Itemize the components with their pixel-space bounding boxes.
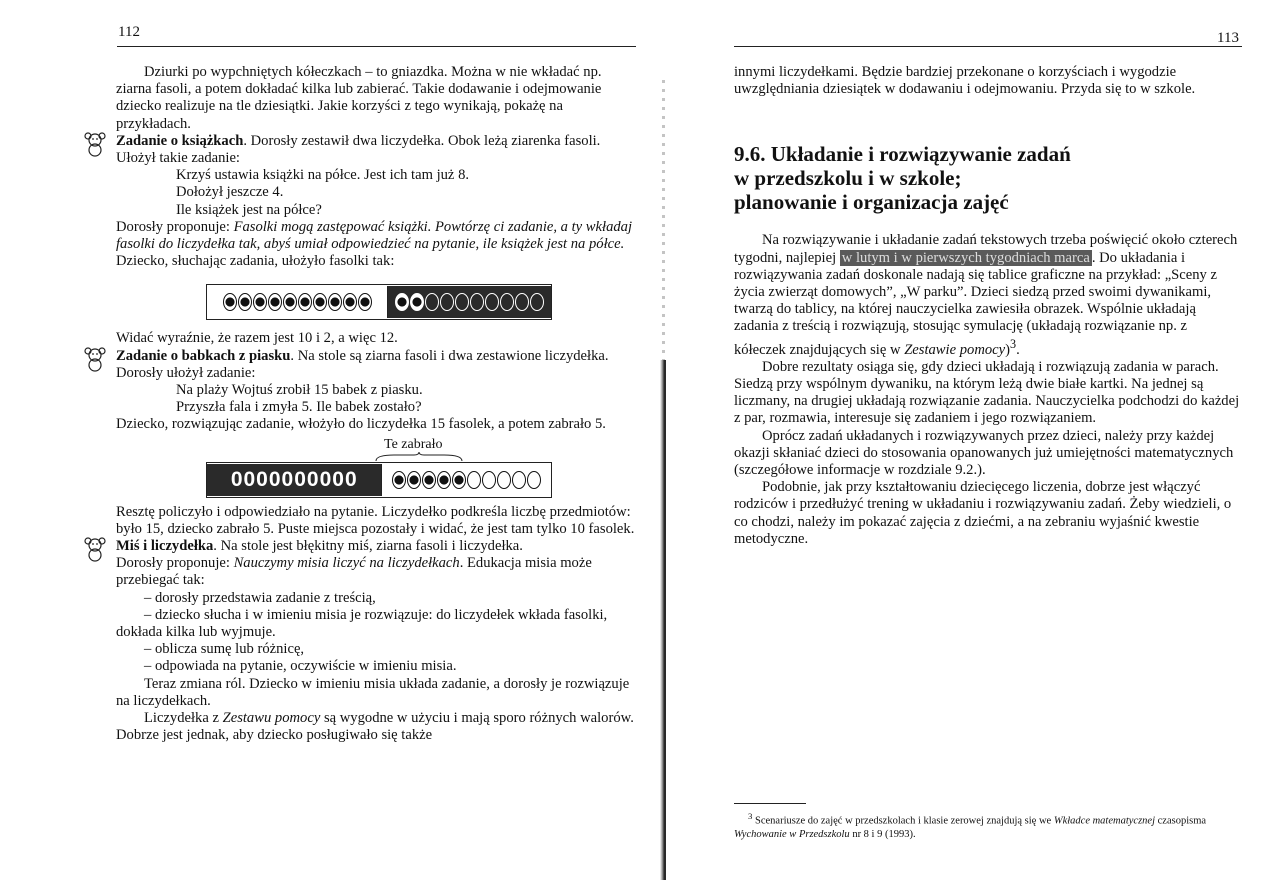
- bead: [470, 293, 484, 311]
- bead: [253, 293, 267, 311]
- bead: [343, 293, 357, 311]
- story-line: Ile książek jest na półce?: [176, 201, 322, 218]
- abacus-1: [206, 284, 552, 320]
- bead: [440, 293, 454, 311]
- list-item: – oblicza sumę lub różnicę,: [144, 641, 305, 658]
- bead: [485, 293, 499, 311]
- paragraph: Dorosły proponuje: Fasolki mogą zastępować książki. Powtórzę ci zadanie, a ty wkładaj fasolki do liczydełka tak, abyś umiał odpowiedzieć na pytanie, ile książek jest na półce. Dziecko, słuchając zadania, ułożyło fasolki tak:: [116, 218, 633, 270]
- paragraph: Teraz zmiana ról. Dziecko w imieniu misia układa zadanie, a dorosły je rozwiązuje na liczydełkach.: [116, 675, 630, 709]
- paragraph: Podobnie, jak przy kształtowaniu dziecięcego liczenia, dobrze jest włączyć rodziców i przedłużyć trening w układaniu i rozwiązywaniu zadań. Żeby wiedzieli, o co chodzi, należy im pokazać zajęcia z dziećmi, a na zebraniu wyjaśnić kwestie metodyczne.: [734, 479, 1232, 547]
- abacus-second-ten: [388, 286, 551, 318]
- bead: [467, 471, 481, 489]
- bead: [530, 293, 544, 311]
- abacus-filled-ten: [207, 286, 388, 318]
- teddy-bear-icon: [82, 131, 108, 157]
- bead: [425, 293, 439, 311]
- teddy-bear-icon: [82, 346, 108, 372]
- heading-line: 9.6. Układanie i rozwiązywanie zadań: [734, 142, 1071, 167]
- task-title: Miś i liczydełka: [116, 538, 214, 555]
- header-rule-right: [734, 46, 1242, 47]
- paragraph: Widać wyraźnie, że razem jest 10 i 2, a więc 12.: [116, 330, 398, 347]
- bead: [358, 293, 372, 311]
- list-item: – odpowiada na pytanie, oczywiście w imieniu misia.: [144, 658, 457, 675]
- story-line: Na plaży Wojtuś zrobił 15 babek z piasku.: [176, 382, 423, 399]
- task-sand: Zadanie o babkach z piasku. Na stole są ziarna fasoli i dwa zestawione liczydełka. Dorosły ułożył zadanie:: [116, 348, 636, 382]
- bead: [268, 293, 282, 311]
- list-item: – dorosły przedstawia zadanie z treścią,: [144, 589, 376, 606]
- heading-line: planowanie i organizacja zajęć: [734, 190, 1009, 215]
- list-item: – dziecko słucha i w imieniu misia je rozwiązuje: do liczydełek wkłada fasolki, dokłada kilka lub wyjmuje.: [116, 606, 608, 641]
- bead: [452, 471, 466, 489]
- abacus-caption: Te zabrało: [384, 436, 443, 452]
- footnote-rule: [734, 803, 806, 804]
- heading-line: w przedszkolu i w szkole;: [734, 166, 962, 191]
- bead: [392, 471, 406, 489]
- bead: [455, 293, 469, 311]
- bead: [313, 293, 327, 311]
- paragraph: Dziecko, rozwiązując zadanie, włożyło do liczydełka 15 fasolek, a potem zabrało 5.: [116, 416, 606, 433]
- bead: [238, 293, 252, 311]
- header-rule-left: [117, 46, 636, 47]
- paragraph: innymi liczydełkami. Będzie bardziej przekonane o korzyściach i wygodzie uwzględniania dziesiątek w dodawaniu i odejmowaniu. Przyda się to w szkole.: [734, 64, 1196, 98]
- abacus-figure-1: [116, 282, 636, 324]
- paragraph: Dziurki po wypchniętych kółeczkach – to gniazdka. Można w nie wkładać np. ziarna fasoli, a potem dokładać kilka lub zabierać. Takie dodawanie i odejmowanie dziecko realizuje na tle dziesiątki. Jakie korzyści z tego wynikają, pokażę na przykładach.: [116, 64, 602, 132]
- paragraph: Dorosły proponuje: Nauczymy misia liczyć na liczydełkach. Edukacja misia może przebiegać tak:: [116, 555, 592, 589]
- abacus-2: [206, 462, 552, 498]
- left-body: [116, 64, 636, 745]
- task-books: Zadanie o książkach. Dorosły zestawił dwa liczydełka. Obok leżą ziarenka fasoli. Ułożył takie zadanie:: [116, 133, 636, 167]
- bead: [223, 293, 237, 311]
- abacus-light-section: [381, 464, 551, 496]
- footnote-ref: 3: [1010, 336, 1017, 351]
- bead: [422, 471, 436, 489]
- story-line: Przyszła fala i zmyła 5. Ile babek zostało?: [176, 399, 422, 416]
- paragraph: Resztę policzyło i odpowiedziało na pytanie. Liczydełko podkreśla liczbę przedmiotów: było 15, dziecko zabrało 5. Puste miejsca pozostały i widać, że jest tam tylko 10 fasolek.: [116, 503, 635, 537]
- bead: [437, 471, 451, 489]
- bead: [527, 471, 541, 489]
- story-line: Dołożył jeszcze 4.: [176, 184, 284, 201]
- bead: [515, 293, 529, 311]
- bead: [298, 293, 312, 311]
- bead: [283, 293, 297, 311]
- abacus-dark-section: 0000000000: [207, 464, 381, 496]
- section-heading: [734, 142, 1240, 214]
- page-number-left: 112: [118, 24, 140, 40]
- abacus-figure-2: [116, 436, 636, 498]
- paragraph: Oprócz zadań układanych i rozwiązywanych przez dzieci, należy przy każdej okazji skłaniać dzieci do stosowania opanowanych już umiejętności matematycznych (szczegółowe informacje w rozdziale 9.2.).: [734, 427, 1234, 478]
- bead: [500, 293, 514, 311]
- bead: [482, 471, 496, 489]
- teddy-bear-icon: [82, 536, 108, 562]
- bead: [328, 293, 342, 311]
- task-bear: Miś i liczydełka. Na stole jest błękitny miś, ziarna fasoli i liczydełka.: [116, 538, 636, 555]
- paragraph: Dobre rezultaty osiąga się, gdy dzieci układają i rozwiązują zadania w parach. Siedzą przy wspólnym dywaniku, na którym leżą dwie białe kartki. Na jednej są liczmany, na drugiej układają rozwiązanie zadania. Nauczycielka podchodzi do każdej z par, rozmawia, interesuje się zadaniem i jego rozwiązaniem.: [734, 358, 1240, 427]
- bead: [395, 293, 409, 311]
- task-title: Zadanie o książkach: [116, 132, 244, 149]
- paragraph: Liczydełka z Zestawu pomocy są wygodne w użyciu i mają sporo różnych walorów. Dobrze jest jednak, aby dziecko posługiwało się także: [116, 710, 634, 744]
- task-title: Zadanie o babkach z piasku: [116, 347, 291, 364]
- bead: [410, 293, 424, 311]
- right-page: [650, 0, 1263, 893]
- footnote: $^3$ Scenariusze do zajęć w przedszkolach i klasie zerowej znajdują się we Wkładce matematycznej czasopisma Wychowanie w Przedszkolu nr 8 i 9 (1993).: [734, 811, 1207, 840]
- right-body: [734, 64, 1240, 548]
- bead: [497, 471, 511, 489]
- brace-icon: [374, 452, 464, 462]
- bead: [512, 471, 526, 489]
- story-line: Krzyś ustawia książki na półce. Jest ich tam już 8.: [176, 167, 470, 184]
- bead: [407, 471, 421, 489]
- paragraph: Na rozwiązywanie i układanie zadań tekstowych trzeba poświęcić około czterech tygodni, najlepiej w lutym i w pierwszych tygodniach marca . Do układania i rozwiązywania zadań doskonale nadają się tablice graficzne na przykład: „Sceny z życia zwierząt domowych”, „W parku”. Dzieci siedzą przed swoimi dywanikami, twarzą do tablicy, na której nauczycielka zawiesiła obrazek. Wspólnie układają zadania z treścią i rozwiązują, stosując symulację (układają rozwiązanie np. z kółeczek znajdujących się w Zestawie pomocy)$^3$.: [734, 232, 1238, 358]
- highlighted-text: w lutym i w pierwszych tygodniach marca: [841, 249, 1090, 266]
- page-number-right: 113: [1217, 30, 1239, 46]
